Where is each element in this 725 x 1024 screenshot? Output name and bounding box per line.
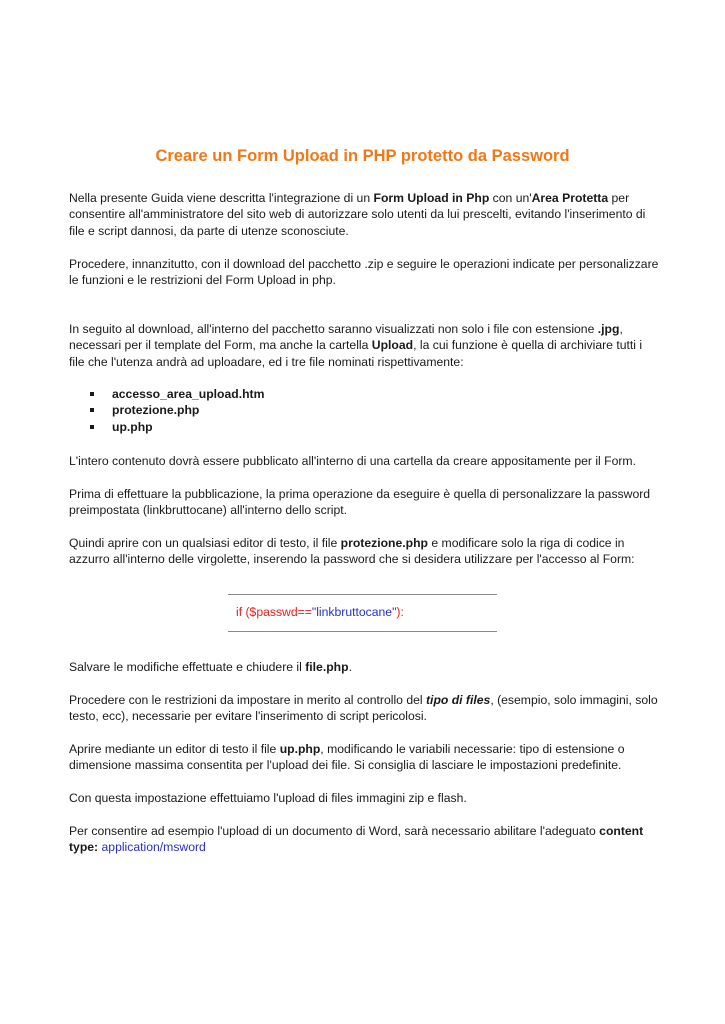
list-item: protezione.php [89, 402, 264, 418]
list-item: accesso_area_upload.htm [89, 386, 264, 402]
code-line: if ($passwd=="linkbruttocane"): [236, 605, 404, 619]
content-type-paragraph: Per consentire ad esempio l'upload di un documento di Word, sarà necessario abilitare l'adeguato content type: application/msword [69, 824, 644, 855]
restrictions-paragraph: Procedere con le restrizioni da impostare in merito al controllo del tipo di files, (esempio, solo immagini, solo testo, ecc), necessarie per evitare l'inserimento di script pericolosi. [69, 693, 658, 724]
editor-paragraph: Quindi aprire con un qualsiasi editor di testo, il file protezione.php e modificare solo la riga di codice in azzurro all'interno delle virgolette, inserendo la password che si desidera utilizzare per l'accesso al Form: [69, 536, 635, 567]
upload-types-paragraph: Con questa impostazione effettuiamo l'upload di files immagini zip e flash. [69, 791, 467, 805]
package-paragraph: In seguito al download, all'interno del pacchetto saranno visualizzati non solo i file con estensione .jpg, necessari per il template del Form, ma anche la cartella Upload, la cui funzione è quella di archiviare tutti i file che l'utenza andrà ad uploadare, ed i tre file nominati rispettivamente: [69, 322, 643, 369]
download-paragraph: Procedere, innanzitutto, con il download del pacchetto .zip e seguire le operazioni indicate per personalizzare le funzioni e le restrizioni del Form Upload in php. [69, 257, 659, 288]
intro-paragraph: Nella presente Guida viene descritta l'integrazione di un Form Upload in Php con un'Area Protetta per consentire all'amministratore del sito web di autorizzare solo utenti da lui prescelti, evitando l'inserimento di file e script dannosi, da parte di utenze sconosciute. [69, 191, 646, 238]
code-snippet-box [228, 594, 497, 632]
list-item: up.php [89, 419, 264, 435]
save-paragraph: Salvare le modifiche effettuate e chiudere il file.php. [69, 660, 352, 674]
file-list [89, 386, 264, 435]
publish-paragraph: L'intero contenuto dovrà essere pubblicato all'interno di una cartella da creare appositamente per il Form. [69, 454, 636, 468]
upphp-paragraph: Aprire mediante un editor di testo il file up.php, modificando le variabili necessarie: tipo di estensione o dimensione massima consentita per l'upload dei file. Si consiglia di lasciare le impostazioni predefinite. [69, 742, 625, 773]
page-title: Creare un Form Upload in PHP protetto da Password [155, 147, 570, 165]
password-paragraph: Prima di effettuare la pubblicazione, la prima operazione da eseguire è quella di personalizzare la password preimpostata (linkbruttocane) all'interno dello script. [69, 487, 651, 518]
